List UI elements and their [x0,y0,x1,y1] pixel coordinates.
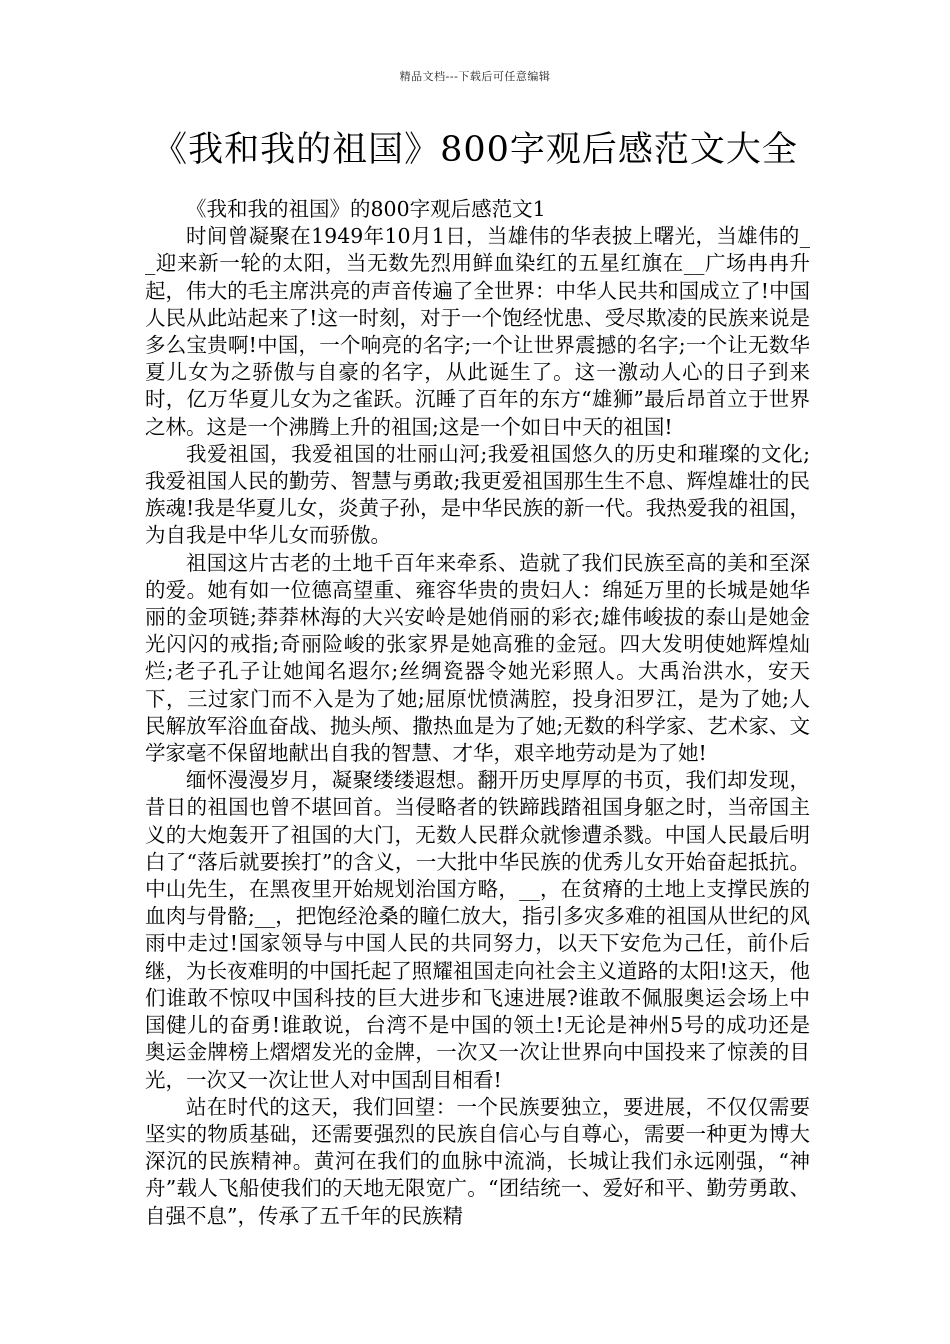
document-title: 《我和我的祖国》800字观后感范文大全 [152,130,798,170]
paragraph: 我爱祖国，我爱祖国的壮丽山河;我爱祖国悠久的历史和璀璨的文化;我爱祖国人民的勤劳、智慧与勇敢;我更爱祖国那生生不息、辉煌雄壮的民族魂!我是华夏儿女，炎黄子孙，是中华民族的新一代。我热爱我的祖国，为自我是中华儿女而骄傲。 [145,441,810,548]
page-header-note: 精品文档---下载后可任意编辑 [399,70,551,83]
paragraph: 祖国这片古老的土地千百年来牵系、造就了我们民族至高的美和至深的爱。她有如一位德高望重、雍容华贵的贵妇人：绵延万里的长城是她华丽的金项链;莽莽林海的大兴安岭是她俏丽的彩衣;雄伟峻拔的泰山是她金光闪闪的戒指;奇丽险峻的张家界是她高雅的金冠。四大发明使她辉煌灿烂;老子孔子让她闻名遐尔;丝绸瓷器令她光彩照人。大禹治洪水，安天下，三过家门而不入是为了她;屈原忧愤满腔，投身汨罗江，是为了她;人民解放军浴血奋战、抛头颅、撒热血是为了她;无数的科学家、艺术家、文学家毫不保留地献出自我的智慧、才华，艰辛地劳动是为了她! [145,550,810,766]
paragraph: 站在时代的这天，我们回望：一个民族要独立，要进展，不仅仅需要坚实的物质基础，还需要强烈的民族自信心与自尊心，需要一种更为博大深沉的民族精神。黄河在我们的血脉中流淌，长城让我们永远刚强，“神舟”载人飞船使我们的天地无限宽广。“团结统一、爱好和平、勤劳勇敢、自强不息”，传承了五千年的民族精 [145,1094,810,1228]
paragraph: 缅怀漫漫岁月，凝聚缕缕遐想。翻开历史厚厚的书页，我们却发现，昔日的祖国也曾不堪回首。当侵略者的铁蹄践踏祖国身躯之时，当帝国主义的大炮轰开了祖国的大门，无数人民群众就惨遭杀戮。中国人民最后明白了“落后就要挨打”的含义，一大批中华民族的优秀儿女开始奋起抵抗。中山先生，在黑夜里开始规划治国方略，__，在贫瘠的土地上支撑民族的血肉与骨骼;__，把饱经沧桑的瞳仁放大，指引多灾多难的祖国从世纪的风雨中走过!国家领导与中国人民的共同努力，以天下安危为己任，前仆后继，为长夜难明的中国托起了照耀祖国走向社会主义道路的太阳!这天，他们谁敢不惊叹中国科技的巨大进步和飞速进展?谁敢不佩服奥运会场上中国健儿的奋勇!谁敢说，台湾不是中国的领土!无论是神州5号的成功还是奥运金牌榜上熠熠发光的金牌，一次又一次让世界向中国投来了惊羡的目光，一次又一次让世人对中国刮目相看! [145,768,810,1092]
section-heading: 《我和我的祖国》的800字观后感范文1 [186,197,546,221]
document-body [145,196,810,1230]
paragraph: 时间曾凝聚在1949年10月1日，当雄伟的华表披上曙光，当雄伟的__迎来新一轮的太阳，当无数先烈用鲜血染红的五星红旗在__广场冉冉升起，伟大的毛主席洪亮的声音传遍了全世界：中华人民共和国成立了!中国人民从此站起来了!这一时刻，对于一个饱经忧患、受尽欺凌的民族来说是多么宝贵啊!中国，一个响亮的名字;一个让世界震撼的名字;一个让无数华夏儿女为之骄傲与自豪的名字，从此诞生了。这一激动人心的日子到来时，亿万华夏儿女为之雀跃。沉睡了百年的东方“雄狮”最后昂首立于世界之林。这是一个沸腾上升的祖国;这是一个如日中天的祖国! [145,224,810,439]
